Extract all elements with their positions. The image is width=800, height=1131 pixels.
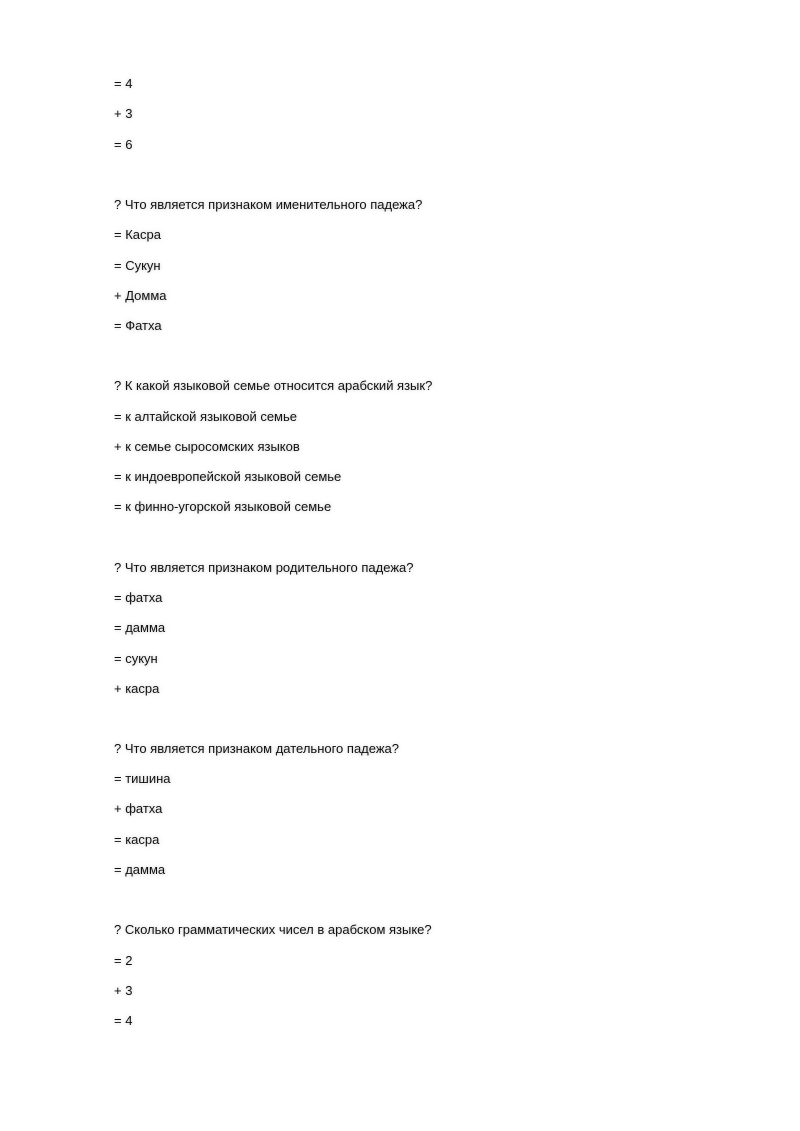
answer-line: = дамма — [114, 862, 166, 877]
answer-line: = к финно-угорской языковой семье — [114, 499, 332, 514]
answer-line: = сукун — [114, 651, 158, 666]
answer-line: = 4 — [114, 1013, 133, 1028]
answer-line: = дамма — [114, 620, 166, 635]
answer-line: = Сукун — [114, 258, 161, 273]
answer-line: = тишина — [114, 771, 171, 786]
question-line: ? Что является признаком именительного падежа? — [114, 197, 423, 212]
answer-line: + фатха — [114, 801, 163, 816]
question-line: ? К какой языковой семье относится арабский язык? — [114, 378, 433, 393]
answer-line: = Фатха — [114, 318, 162, 333]
question-line: ? Что является признаком родительного падежа? — [114, 560, 414, 575]
question-line: ? Сколько грамматических чисел в арабском языке? — [114, 922, 432, 937]
answer-line: = 4 — [114, 76, 133, 91]
answer-line: = касра — [114, 832, 160, 847]
answer-line: + Домма — [114, 288, 167, 303]
answer-line: = Касра — [114, 227, 161, 242]
answer-line: + к семье сыросомских языков — [114, 439, 300, 454]
answer-line: + касра — [114, 681, 160, 696]
question-line: ? Что является признаком дательного падежа? — [114, 741, 399, 756]
answer-line: = фатха — [114, 590, 163, 605]
answer-line: = к индоевропейской языковой семье — [114, 469, 342, 484]
answer-line: = 6 — [114, 137, 133, 152]
answer-line: = 2 — [114, 953, 133, 968]
answer-line: = к алтайской языковой семье — [114, 409, 297, 424]
answer-line: + 3 — [114, 983, 133, 998]
answer-line: + 3 — [114, 106, 133, 121]
